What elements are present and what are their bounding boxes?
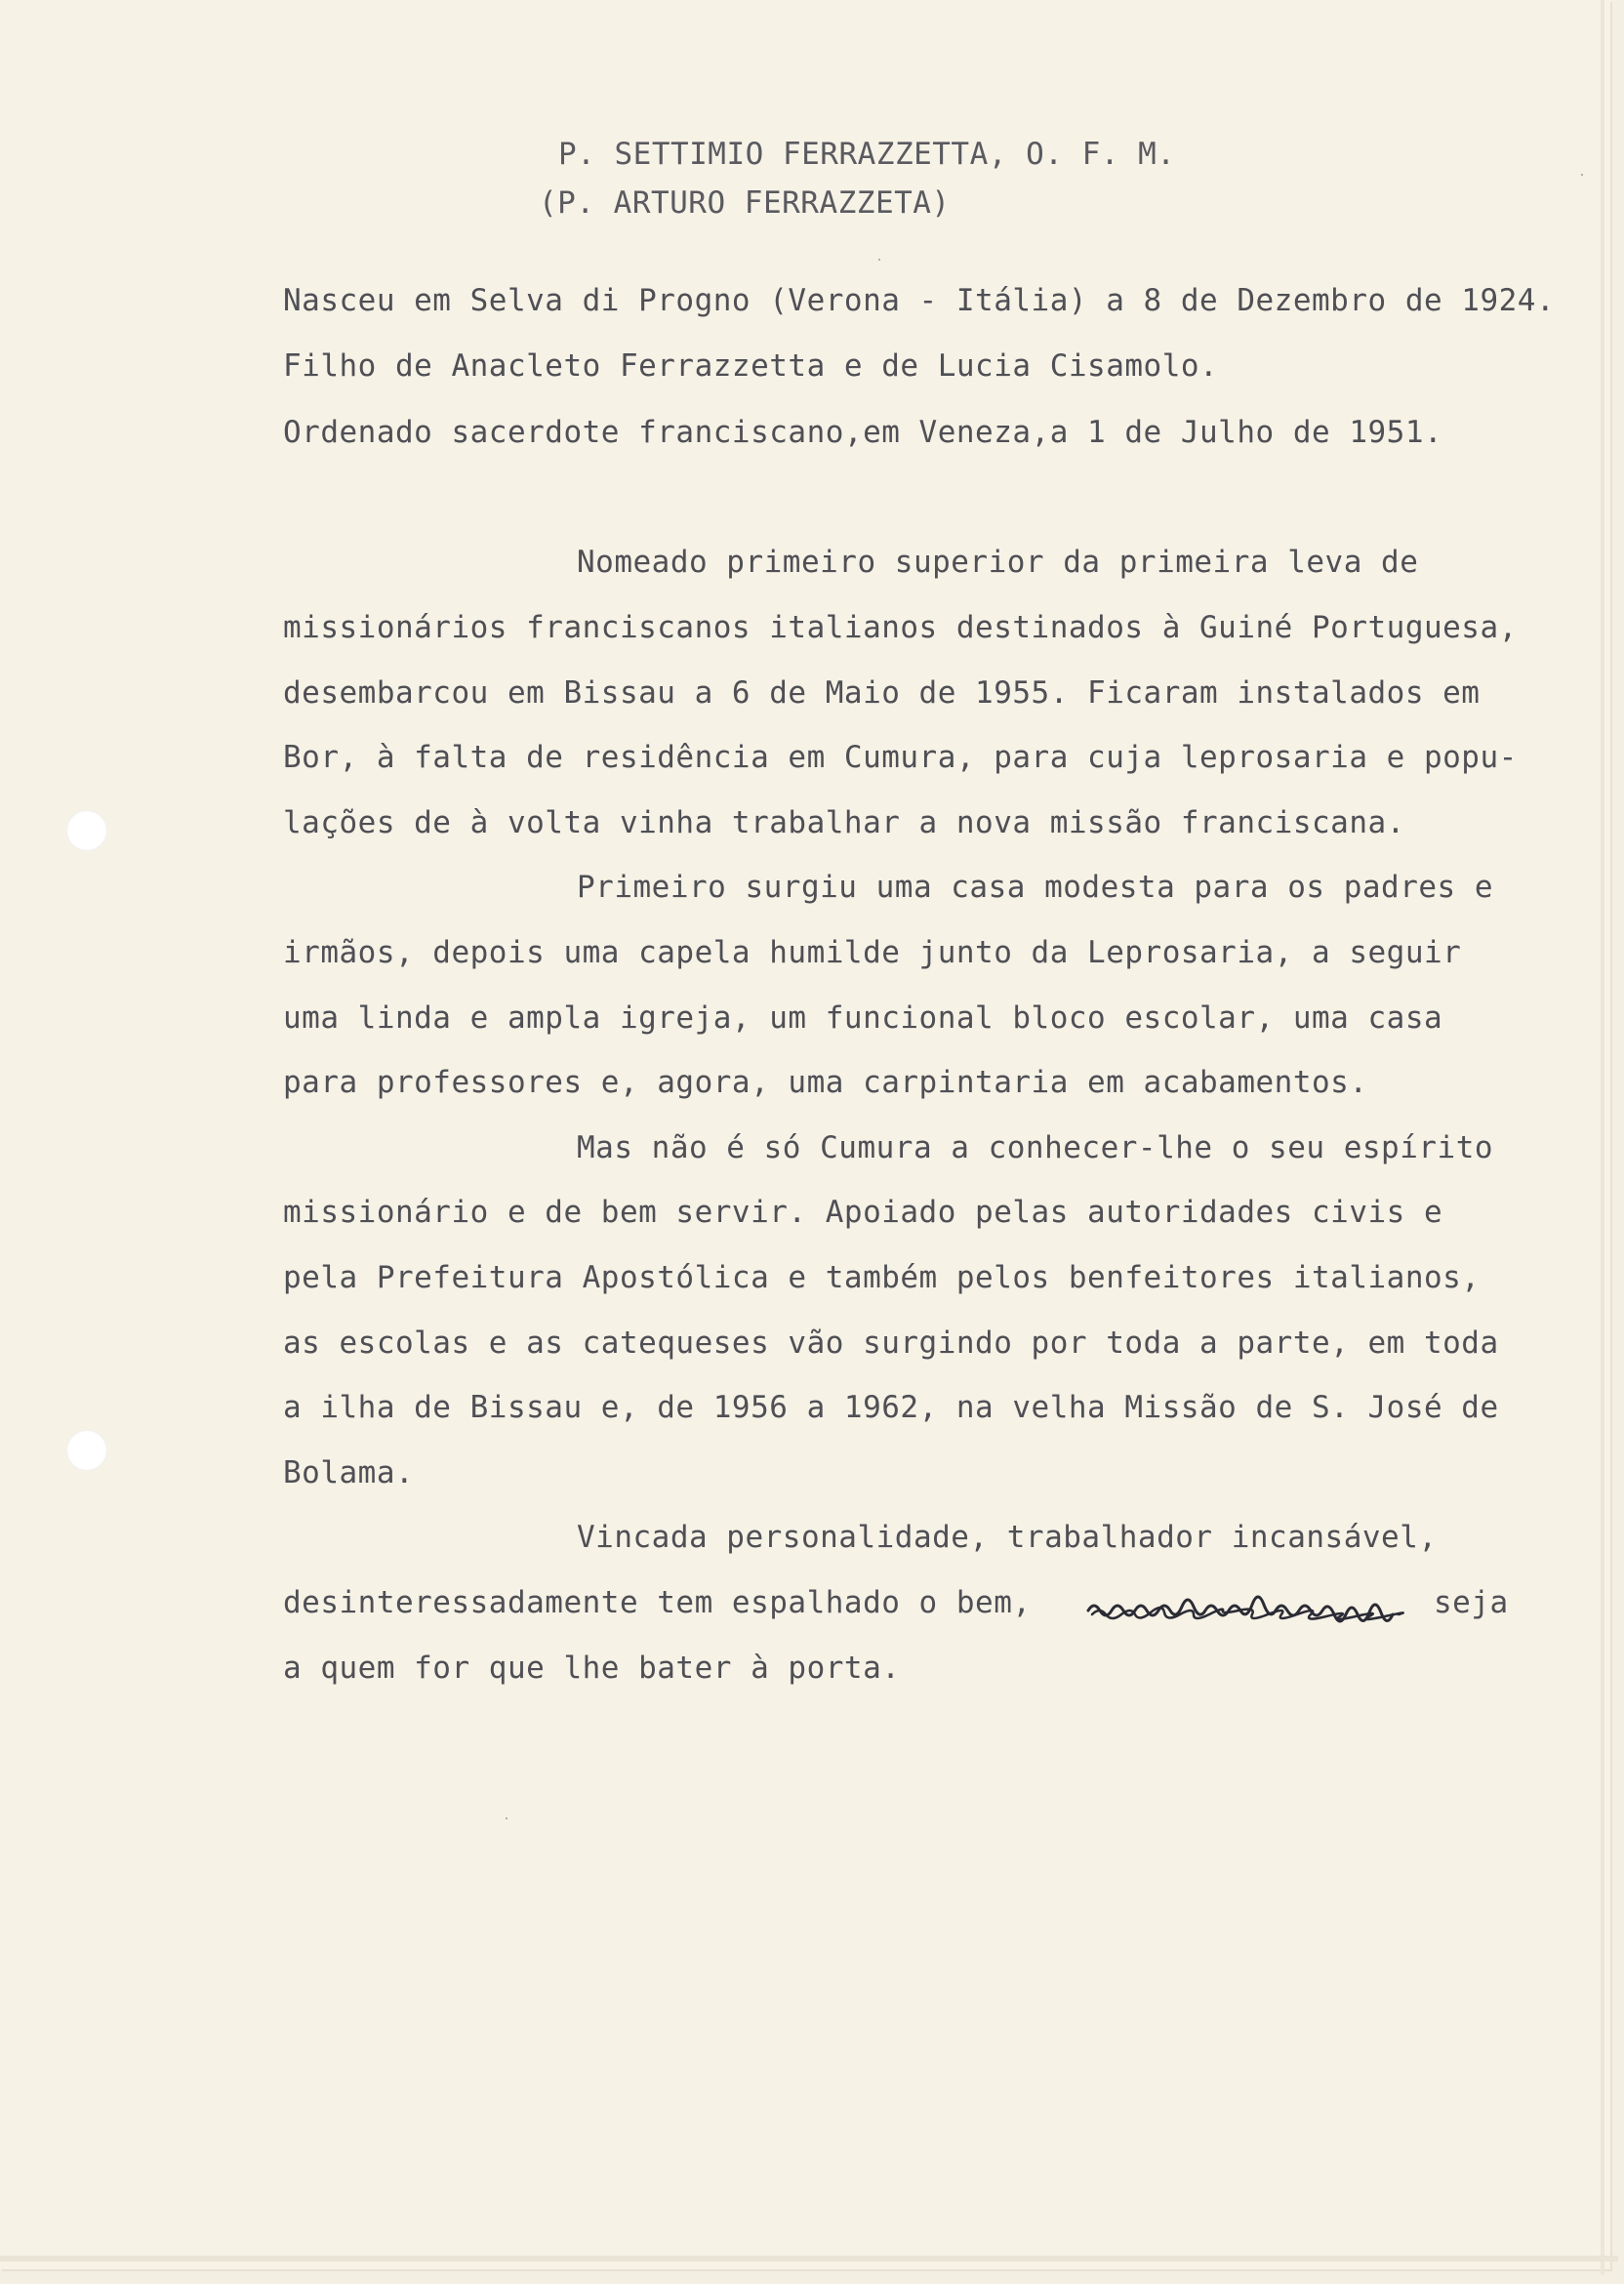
paper-speck [1581,174,1583,176]
paragraph-line: Vincada personalidade, trabalhador incansável, [577,1520,1438,1555]
heading-name: P. SETTIMIO FERRAZZETTA, O. F. M. [558,137,1176,172]
punch-hole [66,810,107,851]
paragraph-line: desinteressadamente tem espalhado o bem, [283,1585,1032,1620]
intro-birth: Nasceu em Selva di Progno (Verona - Itália) a 8 de Dezembro de 1924. [283,283,1556,318]
paragraph-line: irmãos, depois uma capela humilde junto da Leprosaria, a seguir [283,935,1462,970]
paragraph-line: para professores e, agora, uma carpintaria em acabamentos. [283,1065,1368,1100]
paragraph-line: pela Prefeitura Apostólica e também pelos benfeitores italianos, [283,1260,1481,1295]
paragraph-line: missionários franciscanos italianos destinados à Guiné Portuguesa, [283,610,1518,645]
paragraph-line: Nomeado primeiro superior da primeira leva de [577,545,1419,580]
crossed-out-scribble [1086,1591,1418,1626]
intro-parents: Filho de Anacleto Ferrazzetta e de Lucia Cisamolo. [283,348,1219,384]
intro-ordination: Ordenado sacerdote franciscano,em Veneza,a 1 de Julho de 1951. [283,415,1443,450]
paragraph-line: desembarcou em Bissau a 6 de Maio de 1955. Ficaram instalados em [283,675,1481,711]
paragraph-line: Bor, à falta de residência em Cumura, para cuja leprosaria e popu- [283,740,1518,775]
paragraph-line: a quem for que lhe bater à porta. [283,1651,901,1686]
punch-hole [66,1430,107,1471]
paper-edge-right [1601,0,1604,2274]
paragraph-line: Mas não é só Cumura a conhecer-lhe o seu espírito [577,1130,1494,1165]
paper-edge-bottom [0,2256,1618,2262]
paper-speck [878,259,880,261]
paragraph-line: a ilha de Bissau e, de 1956 a 1962, na velha Missão de S. José de [283,1390,1499,1425]
paragraph-line: Primeiro surgiu uma casa modesta para os padres e [577,870,1494,905]
heading-alias: (P. ARTURO FERRAZZETA) [539,185,951,221]
paragraph-line: lações de à volta vinha trabalhar a nova missão franciscana. [283,805,1405,840]
paragraph-line: Bolama. [283,1455,415,1490]
paragraph-line: missionário e de bem servir. Apoiado pelas autoridades civis e [283,1195,1443,1230]
paragraph-line: uma linda e ampla igreja, um funcional bloco escolar, uma casa [283,1000,1443,1036]
paper-speck [506,1817,508,1819]
paragraph-line-end: seja [1434,1585,1509,1620]
paragraph-line: as escolas e as catequeses vão surgindo por toda a parte, em toda [283,1326,1499,1361]
